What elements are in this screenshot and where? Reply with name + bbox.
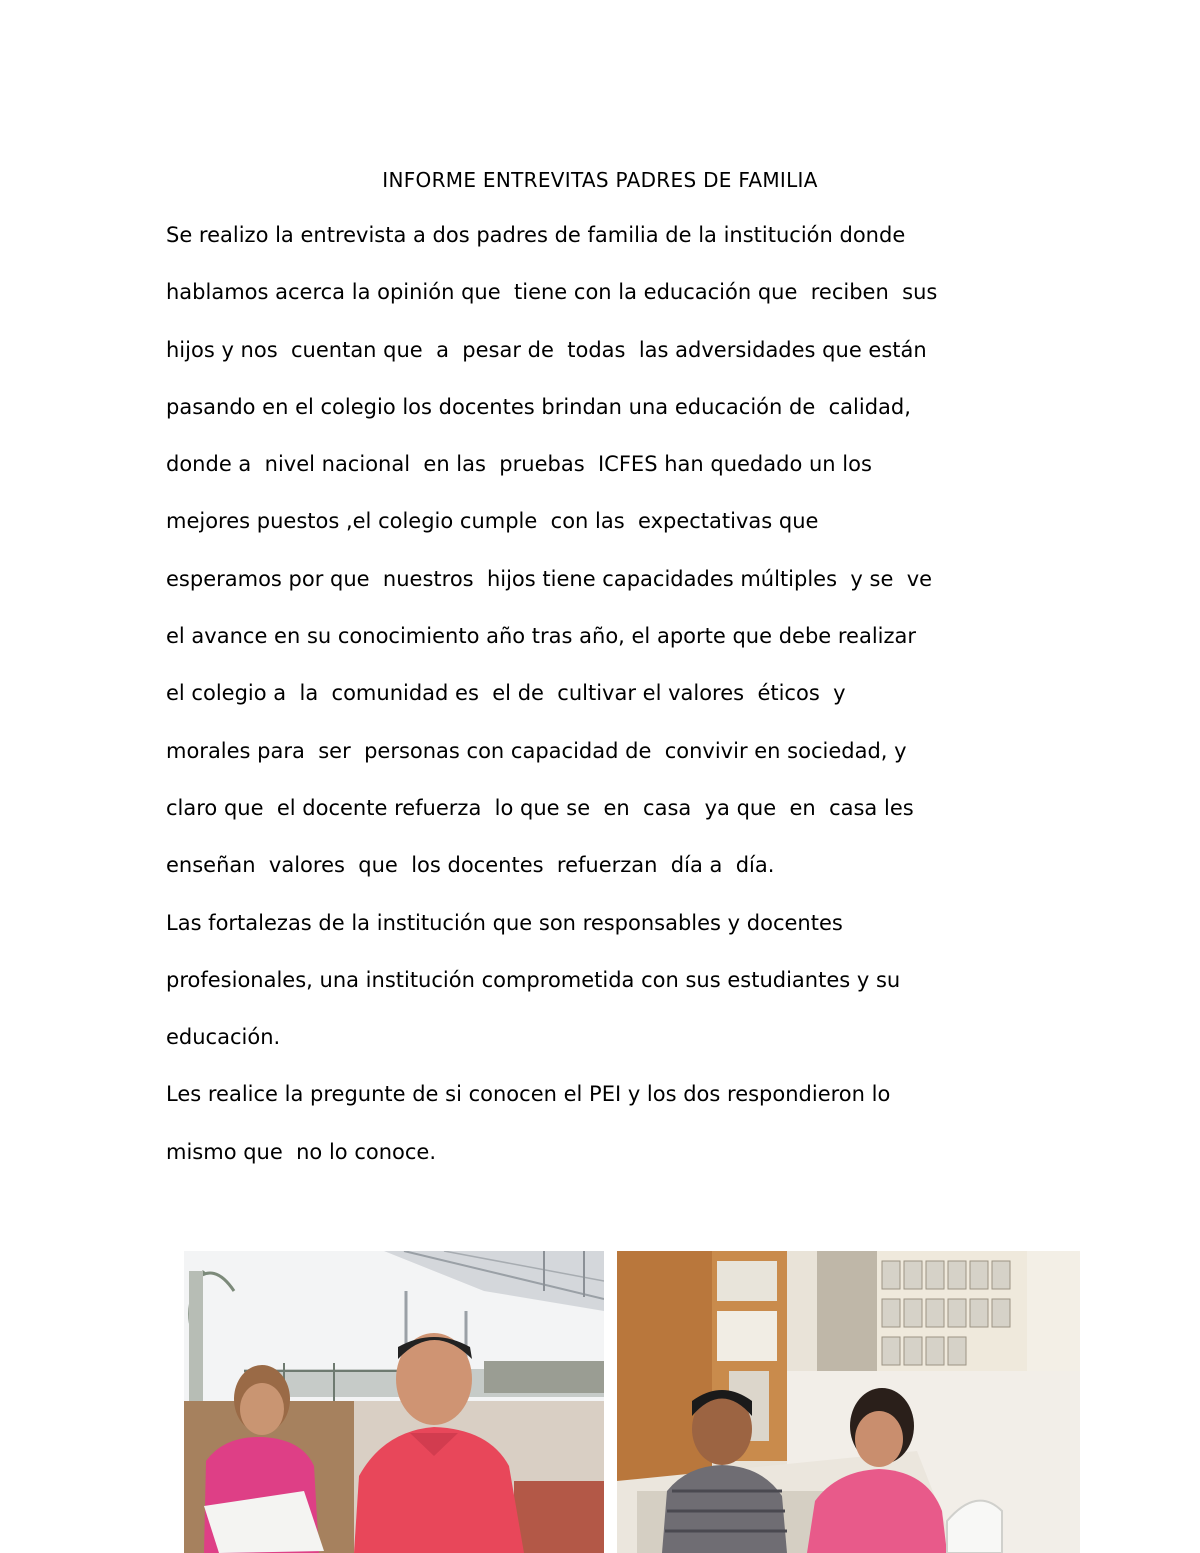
text-line: hijos y nos cuentan que a pesar de todas las adversidades que están xyxy=(166,337,927,362)
text-line: Se realizo la entrevista a dos padres de familia de la institución donde xyxy=(166,223,906,247)
photo-interview-outdoor-icon xyxy=(184,1251,604,1553)
text-line: profesionales, una institución comprometida con sus estudiantes y su xyxy=(166,967,901,992)
text-line: claro que el docente refuerza lo que se en casa ya que en casa les xyxy=(166,795,914,820)
text-line: Las fortalezas de la institución que son responsables y docentes xyxy=(166,910,843,935)
text-line: mismo que no lo conoce. xyxy=(166,1139,437,1164)
text-line: donde a nivel nacional en las pruebas ICFES han quedado un los xyxy=(166,452,872,477)
text-line: el avance en su conocimiento año tras año, el aporte que debe realizar xyxy=(166,624,917,649)
body-text xyxy=(166,216,1066,1190)
photo-interview-outdoor xyxy=(184,1251,604,1553)
page-title: INFORME ENTREVITAS PADRES DE FAMILIA xyxy=(382,168,818,192)
text-line: Les realice la pregunte de si conocen el PEI y los dos respondieron lo xyxy=(166,1082,891,1107)
text-line: pasando en el colegio los docentes brindan una educación de calidad, xyxy=(166,394,911,419)
text-line: morales para ser personas con capacidad de convivir en sociedad, y xyxy=(166,738,907,763)
text-line: hablamos acerca la opinión que tiene con la educación que reciben sus xyxy=(166,280,938,305)
photo-interview-office-icon xyxy=(617,1251,1080,1553)
text-line: esperamos por que nuestros hijos tiene capacidades múltiples y se ve xyxy=(166,566,933,591)
text-line: enseñan valores que los docentes refuerzan día a día. xyxy=(166,853,775,878)
text-line: el colegio a la comunidad es el de cultivar el valores éticos y xyxy=(166,681,846,706)
text-line: mejores puestos ,el colegio cumple con las expectativas que xyxy=(166,509,819,534)
photo-interview-office xyxy=(617,1251,1080,1553)
text-line: educación. xyxy=(166,1025,281,1050)
